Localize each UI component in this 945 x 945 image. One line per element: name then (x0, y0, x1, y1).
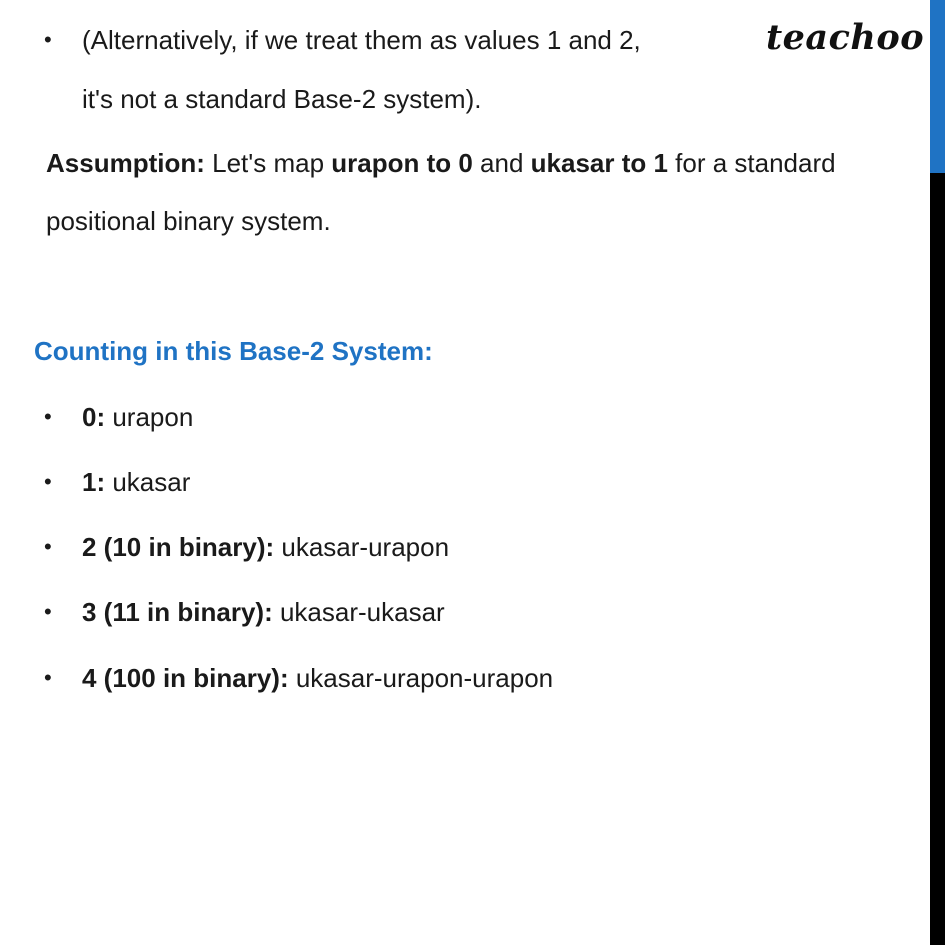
bullet-dot: • (44, 469, 52, 494)
assumption-line-1 (46, 147, 836, 179)
list-item (82, 662, 553, 694)
assumption-bold-2: ukasar to 1 (530, 148, 668, 178)
list-item-text: ukasar-urapon-urapon (288, 663, 554, 693)
list-item-label: 4 (100 in binary): (82, 663, 289, 693)
list-item-label: 0: (82, 402, 106, 432)
list-item-text: ukasar-ukasar (272, 597, 445, 627)
list-item (82, 401, 193, 433)
assumption-text-3: for a standard (667, 148, 836, 178)
bullet-dot: • (44, 404, 52, 429)
list-item-label: 2 (10 in binary): (82, 532, 275, 562)
intro-line-2: it's not a standard Base-2 system). (82, 84, 482, 114)
list-item-label: 1: (82, 467, 106, 497)
intro-line-1: (Alternatively, if we treat them as values 1 and 2, (82, 25, 641, 55)
list-item (82, 531, 449, 563)
assumption-bold-1: urapon to 0 (331, 148, 473, 178)
right-edge-accent (930, 0, 945, 173)
list-item-label: 3 (11 in binary): (82, 597, 273, 627)
list-item (82, 466, 190, 498)
bullet-dot: • (44, 27, 52, 52)
list-item-text: urapon (105, 402, 194, 432)
bullet-dot: • (44, 665, 52, 690)
assumption-line-2: positional binary system. (46, 206, 331, 236)
list-item-text: ukasar (105, 467, 191, 497)
bullet-dot: • (44, 534, 52, 559)
counting-heading: Counting in this Base-2 System: (34, 336, 433, 366)
assumption-text-1: Let's map (204, 148, 332, 178)
assumption-label: Assumption: (46, 148, 205, 178)
list-item (82, 596, 445, 628)
assumption-text-2: and (472, 148, 531, 178)
teachoo-logo: teachoo (766, 17, 925, 58)
list-item-text: ukasar-urapon (274, 532, 450, 562)
bullet-dot: • (44, 599, 52, 624)
